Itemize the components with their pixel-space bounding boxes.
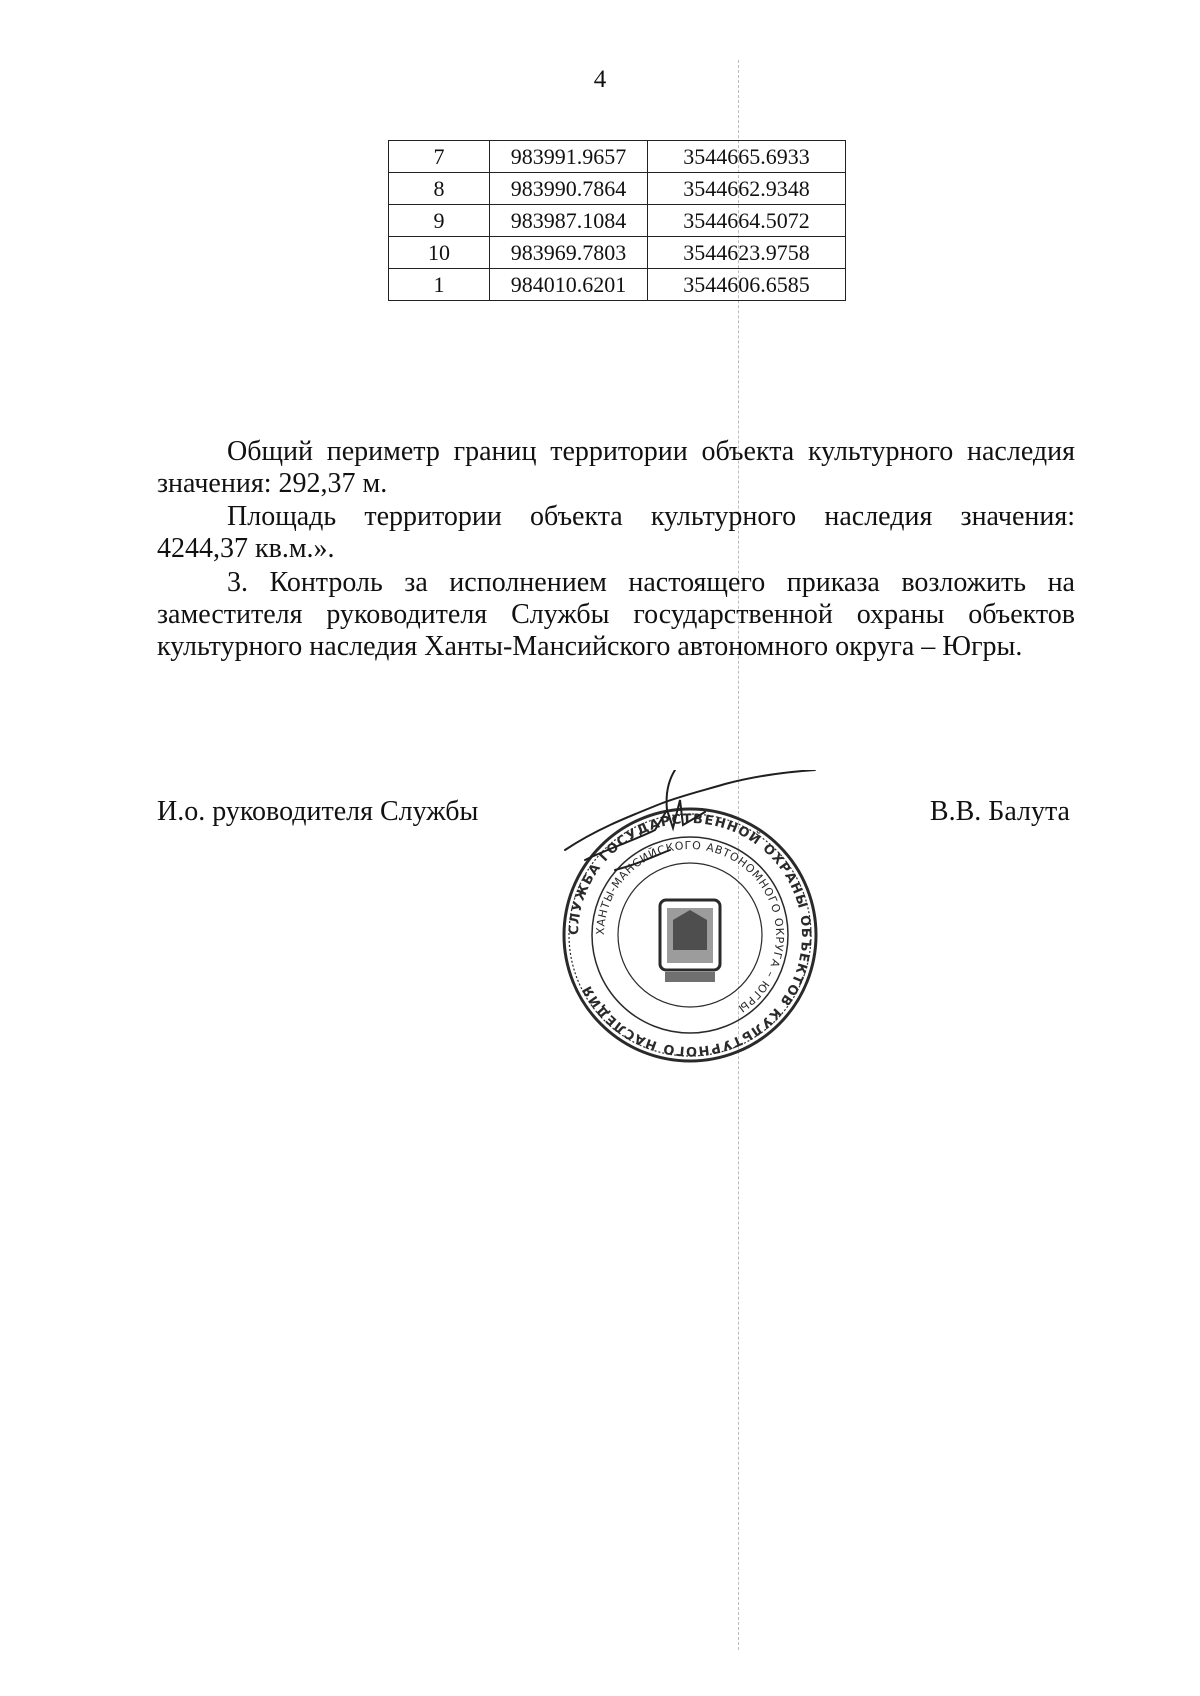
y-coordinate-cell: 3544606.6585 xyxy=(648,269,846,301)
x-coordinate-cell: 984010.6201 xyxy=(490,269,648,301)
point-number-cell: 7 xyxy=(389,141,490,173)
x-coordinate-cell: 983969.7803 xyxy=(490,237,648,269)
control-line-2: заместителя руководителя Службы государственной охраны объектов xyxy=(157,599,1075,630)
point-number-cell: 10 xyxy=(389,237,490,269)
y-coordinate-cell: 3544665.6933 xyxy=(648,141,846,173)
signer-title: И.о. руководителя Службы xyxy=(157,796,479,827)
perimeter-line-2: значения: 292,37 м. xyxy=(157,468,388,499)
area-line-1: Площадь территории объекта культурного наследия значения: xyxy=(227,501,1075,532)
x-coordinate-cell: 983990.7864 xyxy=(490,173,648,205)
perimeter-paragraph xyxy=(157,436,1075,500)
control-line-1: 3. Контроль за исполнением настоящего приказа возложить на xyxy=(227,567,1075,598)
y-coordinate-cell: 3544623.9758 xyxy=(648,237,846,269)
y-coordinate-cell: 3544662.9348 xyxy=(648,173,846,205)
perimeter-line-1: Общий периметр границ территории объекта культурного наследия xyxy=(227,436,1075,467)
signer-name: В.В. Балута xyxy=(929,796,1070,827)
table-row xyxy=(389,237,846,269)
area-paragraph xyxy=(157,501,1075,565)
control-paragraph xyxy=(157,567,1075,663)
table-row xyxy=(389,205,846,237)
coordinates-table xyxy=(388,140,846,301)
point-number-cell: 8 xyxy=(389,173,490,205)
x-coordinate-cell: 983987.1084 xyxy=(490,205,648,237)
table-row xyxy=(389,141,846,173)
table-row xyxy=(389,173,846,205)
y-coordinate-cell: 3544664.5072 xyxy=(648,205,846,237)
official-seal xyxy=(555,770,825,1100)
coat-of-arms-icon xyxy=(660,900,720,982)
control-line-3: культурного наследия Ханты-Мансийского автономного округа – Югры. xyxy=(157,631,1023,662)
table-row xyxy=(389,269,846,301)
seal-outer-text: СЛУЖБА ГОСУДАРСТВЕННОЙ ОХРАНЫ ОБЪЕКТОВ КУЛЬТУРНОГО НАСЛЕДИЯ xyxy=(566,811,814,1059)
page-number: 4 xyxy=(593,66,607,93)
point-number-cell: 1 xyxy=(389,269,490,301)
point-number-cell: 9 xyxy=(389,205,490,237)
seal-inner-text: ХАНТЫ-МАНСИЙСКОГО АВТОНОМНОГО ОКРУГА – ЮГРЫ xyxy=(593,838,787,1016)
area-line-2: 4244,37 кв.м.». xyxy=(157,533,335,564)
x-coordinate-cell: 983991.9657 xyxy=(490,141,648,173)
